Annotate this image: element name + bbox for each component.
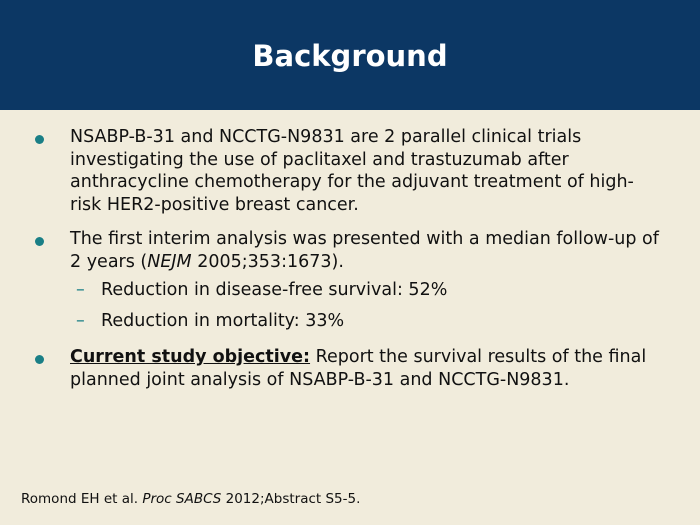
footer-details: 2012;Abstract S5-5. <box>221 491 361 507</box>
citation-footer <box>21 490 360 508</box>
bullet-item <box>70 346 660 391</box>
sub-bullet-text: Reduction in disease-free survival: 52% <box>101 280 448 300</box>
bullet-text: The first interim analysis was presented with a median follow-up of 2 years ( <box>70 229 659 272</box>
bullet-text-citation: 2005;353:1673). <box>191 251 344 272</box>
bullet-text: NSABP-B-31 and NCCTG-N9831 are 2 parallel clinical trials investigating the use of paclitaxel and trastuzumab after anthracycline chemotherapy for the adjuvant treatment of high-risk HER2-positive breast cancer. <box>70 127 634 215</box>
bullet-text: Report the survival results of the final planned joint analysis of NSABP-B-31 and NCCTG-N9831. <box>70 347 647 390</box>
sub-bullet-item <box>76 310 661 333</box>
journal-name: NEJM <box>147 251 192 272</box>
slide-content <box>0 126 700 391</box>
footer-source: Proc SABCS <box>142 491 222 507</box>
objective-label: Current study objective: <box>70 347 311 367</box>
bullet-item <box>70 126 660 216</box>
bullet-dot-icon <box>35 355 44 364</box>
sub-bullet-text: Reduction in mortality: 33% <box>101 310 345 331</box>
footer-authors: Romond EH et al. <box>21 491 143 507</box>
slide-title: Background <box>252 39 448 73</box>
sub-bullet-item <box>76 279 661 302</box>
dash-icon: – <box>76 280 85 300</box>
bullet-item <box>70 228 660 273</box>
bullet-dot-icon <box>35 237 44 246</box>
bullet-dot-icon <box>35 135 44 144</box>
header-banner <box>0 0 700 110</box>
dash-icon: – <box>76 310 85 331</box>
